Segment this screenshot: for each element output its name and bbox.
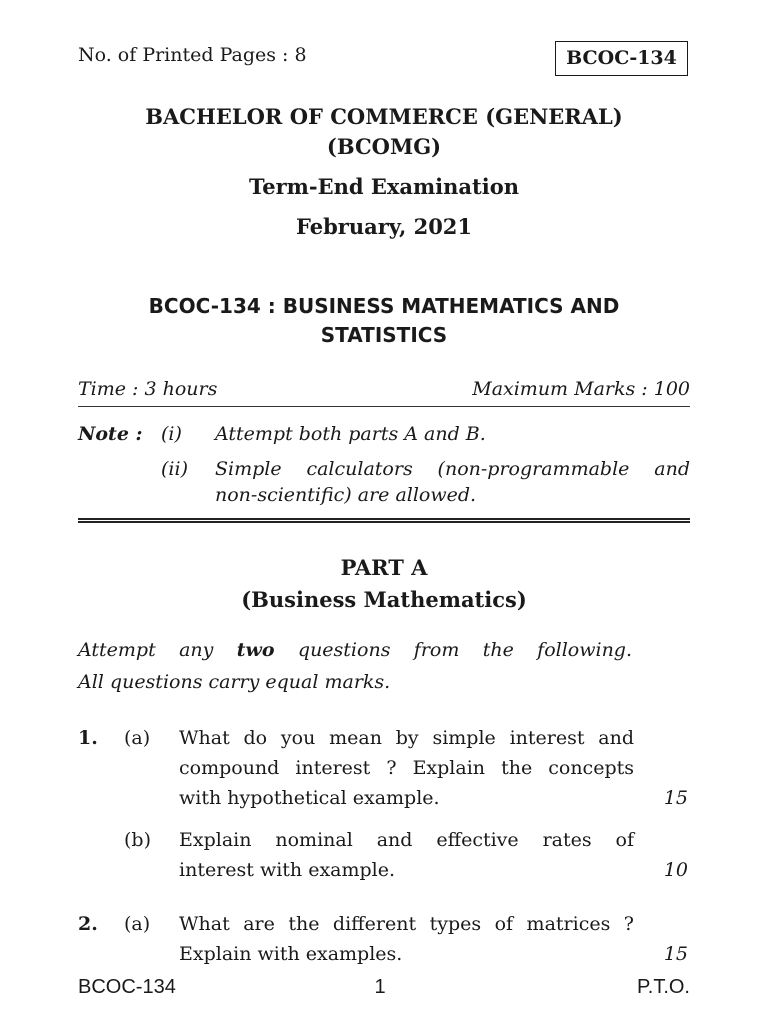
instruction-emphasis: two [236,639,275,661]
part-instruction [78,637,632,663]
note-item-text: Attempt both parts A and B. [215,423,486,445]
part-instruction-line-2: All questions carry equal marks. [78,671,391,693]
course-title-line-1: BCOC-134 : BUSINESS MATHEMATICS AND [148,294,620,318]
question-text: What are the different types of matrices ? [179,913,634,935]
question-text: Explain with examples. [179,943,403,965]
page-number: 1 [374,976,386,998]
course-title-line-2: STATISTICS [320,323,448,347]
question-marks: 15 [663,787,688,809]
time-allowed: Time : 3 hours [78,378,218,400]
question-marks: 15 [663,943,688,965]
printed-pages: No. of Printed Pages : 8 [78,44,307,66]
question-text: Explain nominal and effective rates of [179,829,634,851]
question-text: interest with example. [179,859,396,881]
note-label: Note : [78,423,143,445]
footer-paper-code: BCOC-134 [78,976,176,998]
question-number: 1. [78,727,98,749]
section-divider [78,518,690,523]
exam-session: February, 2021 [295,214,473,239]
instruction-text: questions from the following. [297,639,633,661]
question-part-label: (a) [124,727,151,749]
note-item-text: non-scientific) are allowed. [215,484,477,506]
part-heading: PART A [340,555,428,580]
programme-title: BACHELOR OF COMMERCE (GENERAL) [145,104,623,129]
question-part-label: (a) [124,913,151,935]
question-text: What do you mean by simple interest and [179,727,634,749]
header-divider [78,406,690,407]
paper-code-box: BCOC-134 [555,41,688,76]
instruction-text: Attempt any [78,639,214,661]
time-marks-row [78,376,690,402]
question-text: compound interest ? Explain the concepts [179,757,634,779]
note-item-number: (i) [161,423,182,445]
question-text: with hypothetical example. [179,787,440,809]
please-turn-over: P.T.O. [637,976,690,998]
question-marks: 10 [663,859,688,881]
part-subheading: (Business Mathematics) [241,587,527,612]
question-number: 2. [78,913,98,935]
note-item-number: (ii) [161,458,188,480]
exam-title: Term-End Examination [248,174,519,199]
maximum-marks: Maximum Marks : 100 [472,378,690,400]
note-item-text: Simple calculators (non-programmable and [215,458,690,480]
programme-code: (BCOMG) [326,134,442,159]
question-part-label: (b) [124,829,151,851]
